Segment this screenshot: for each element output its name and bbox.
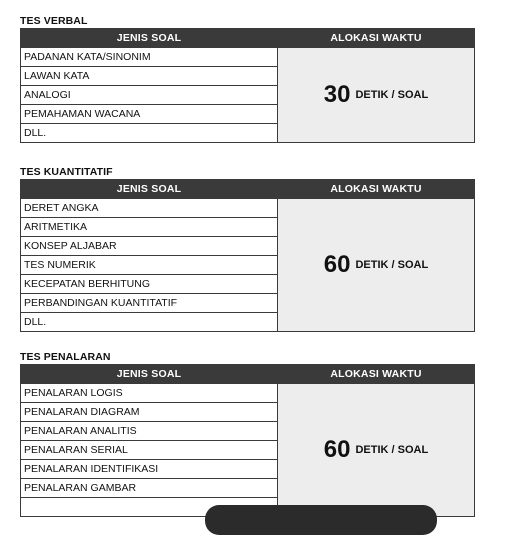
header-alokasi-waktu: ALOKASI WAKTU xyxy=(278,180,475,199)
header-jenis-soal: JENIS SOAL xyxy=(21,180,278,199)
section-tes-penalaran xyxy=(20,350,475,517)
allocation-cell xyxy=(278,48,475,143)
table-cell-item: PADANAN KATA/SINONIM xyxy=(21,48,278,67)
allocation-cell xyxy=(278,384,475,517)
overlay-shape xyxy=(205,505,437,535)
allocation-value: 60 xyxy=(323,436,351,463)
header-jenis-soal: JENIS SOAL xyxy=(21,29,278,48)
section-title: TES KUANTITATIF xyxy=(20,166,113,178)
table-cell-item: ANALOGI xyxy=(21,86,278,105)
header-alokasi-waktu: ALOKASI WAKTU xyxy=(278,29,475,48)
section-table xyxy=(20,28,475,143)
table-cell-item: PENALARAN SERIAL xyxy=(21,441,278,460)
allocation-unit: DETIK / SOAL xyxy=(355,89,429,101)
table-cell-item: DLL. xyxy=(21,313,278,332)
table-cell-item: TES NUMERIK xyxy=(21,256,278,275)
table-cell-item: PENALARAN DIAGRAM xyxy=(21,403,278,422)
table-cell-item: ARITMETIKA xyxy=(21,218,278,237)
allocation-unit: DETIK / SOAL xyxy=(355,444,429,456)
table-cell-item: PEMAHAMAN WACANA xyxy=(21,105,278,124)
table-row xyxy=(21,384,475,403)
section-title: TES VERBAL xyxy=(20,15,88,27)
table-cell-item: KECEPATAN BERHITUNG xyxy=(21,275,278,294)
table-row xyxy=(21,199,475,218)
table-header-row xyxy=(21,180,475,199)
table-cell-item: PENALARAN ANALITIS xyxy=(21,422,278,441)
section-tes-verbal xyxy=(20,14,475,143)
allocation-unit: DETIK / SOAL xyxy=(355,259,429,271)
table-cell-item: DLL. xyxy=(21,124,278,143)
section-tes-kuantitatif xyxy=(20,165,475,332)
allocation-value: 60 xyxy=(323,251,351,278)
table-cell-item: PENALARAN GAMBAR xyxy=(21,479,278,498)
table-cell-item: PENALARAN IDENTIFIKASI xyxy=(21,460,278,479)
table-cell-item: PERBANDINGAN KUANTITATIF xyxy=(21,294,278,313)
header-alokasi-waktu: ALOKASI WAKTU xyxy=(278,365,475,384)
table-row xyxy=(21,48,475,67)
allocation-value: 30 xyxy=(323,81,351,108)
header-jenis-soal: JENIS SOAL xyxy=(21,365,278,384)
section-title: TES PENALARAN xyxy=(20,351,111,363)
table-cell-item: PENALARAN LOGIS xyxy=(21,384,278,403)
table-cell-item: LAWAN KATA xyxy=(21,67,278,86)
table-header-row xyxy=(21,29,475,48)
allocation-cell xyxy=(278,199,475,332)
table-cell-item: KONSEP ALJABAR xyxy=(21,237,278,256)
table-header-row xyxy=(21,365,475,384)
table-cell-item: DERET ANGKA xyxy=(21,199,278,218)
section-table xyxy=(20,179,475,332)
section-table xyxy=(20,364,475,517)
